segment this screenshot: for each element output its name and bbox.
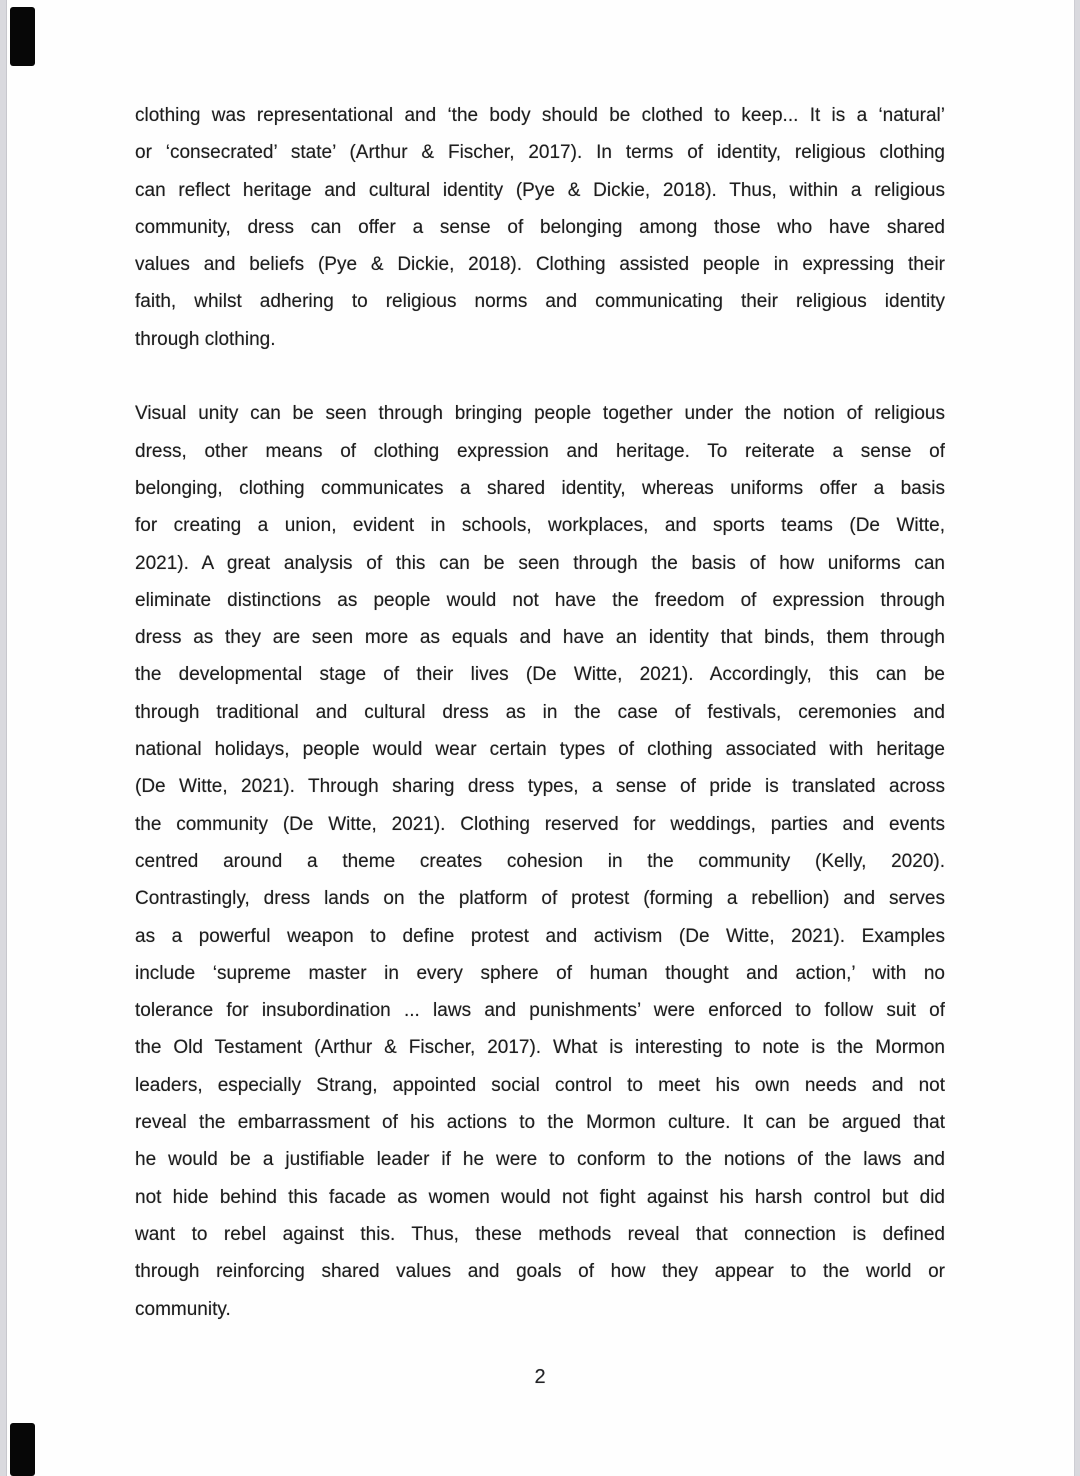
viewer-edge-right [1074,0,1080,1476]
text-line: dress, other means of clothing expression and heritage. To reiterate a sense of [135,440,945,462]
text-line: values and beliefs (Pye & Dickie, 2018). Clothing assisted people in expressing their [135,254,945,276]
text-line: want to rebel against this. Thus, these methods reveal that connection is defined [135,1223,945,1245]
text-line: dress as they are seen more as equals and have an identity that binds, them through [135,627,945,649]
text-line: can reflect heritage and cultural identity (Pye & Dickie, 2018). Thus, within a religious [135,179,945,201]
paragraph-1 [135,97,945,358]
text-line: the community (De Witte, 2021). Clothing reserved for weddings, parties and events [135,813,945,835]
text-line: clothing was representational and ‘the body should be clothed to keep... It is a ‘natural’ [135,105,945,126]
text-line: Visual unity can be seen through bringing people together under the notion of religious [135,403,945,425]
text-line: for creating a union, evident in schools, workplaces, and sports teams (De Witte, [135,515,945,537]
scan-artifact-top-left [10,7,35,66]
viewer-edge-left [0,0,7,1476]
text-line: not hide behind this facade as women would not fight against his harsh control but did [135,1186,945,1208]
text-line: belonging, clothing communicates a shared identity, whereas uniforms offer a basis [135,477,945,499]
page-body-text [135,97,945,1328]
text-line: through reinforcing shared values and goals of how they appear to the world or [135,1261,945,1283]
paragraph-2 [135,395,945,1327]
text-line: faith, whilst adhering to religious norms and communicating their religious identity [135,291,945,313]
text-line: he would be a justifiable leader if he were to conform to the notions of the laws and [135,1149,945,1171]
text-line: the developmental stage of their lives (De Witte, 2021). Accordingly, this can be [135,664,945,686]
text-line: (De Witte, 2021). Through sharing dress types, a sense of pride is translated across [135,776,945,798]
text-line: leaders, especially Strang, appointed social control to meet his own needs and not [135,1074,945,1096]
text-line: include ‘supreme master in every sphere of human thought and action,’ with no [135,962,945,984]
text-line: through traditional and cultural dress as in the case of festivals, ceremonies and [135,701,945,723]
text-line: or ‘consecrated’ state’ (Arthur & Fischer, 2017). In terms of identity, religious clothing [135,142,945,164]
text-line: community, dress can offer a sense of belonging among those who have shared [135,216,945,238]
text-line: reveal the embarrassment of his actions to the Mormon culture. It can be argued that [135,1112,945,1134]
text-line: Contrastingly, dress lands on the platform of protest (forming a rebellion) and serves [135,888,945,910]
text-line: eliminate distinctions as people would not have the freedom of expression through [135,589,945,611]
text-line: centred around a theme creates cohesion in the community (Kelly, 2020). [135,850,945,872]
text-line: 2021). A great analysis of this can be seen through the basis of how uniforms can [135,552,945,574]
text-line: through clothing. [135,328,276,350]
page-number: 2 [534,1366,546,1388]
text-line: national holidays, people would wear certain types of clothing associated with heritage [135,739,945,761]
text-line: as a powerful weapon to define protest and activism (De Witte, 2021). Examples [135,925,945,947]
scan-artifact-bottom-left [10,1423,35,1476]
text-line: community. [135,1298,231,1320]
paragraph-spacer [135,358,945,395]
text-line: tolerance for insubordination ... laws and punishments’ were enforced to follow suit of [135,1000,945,1022]
text-line: the Old Testament (Arthur & Fischer, 2017). What is interesting to note is the Mormon [135,1037,945,1059]
